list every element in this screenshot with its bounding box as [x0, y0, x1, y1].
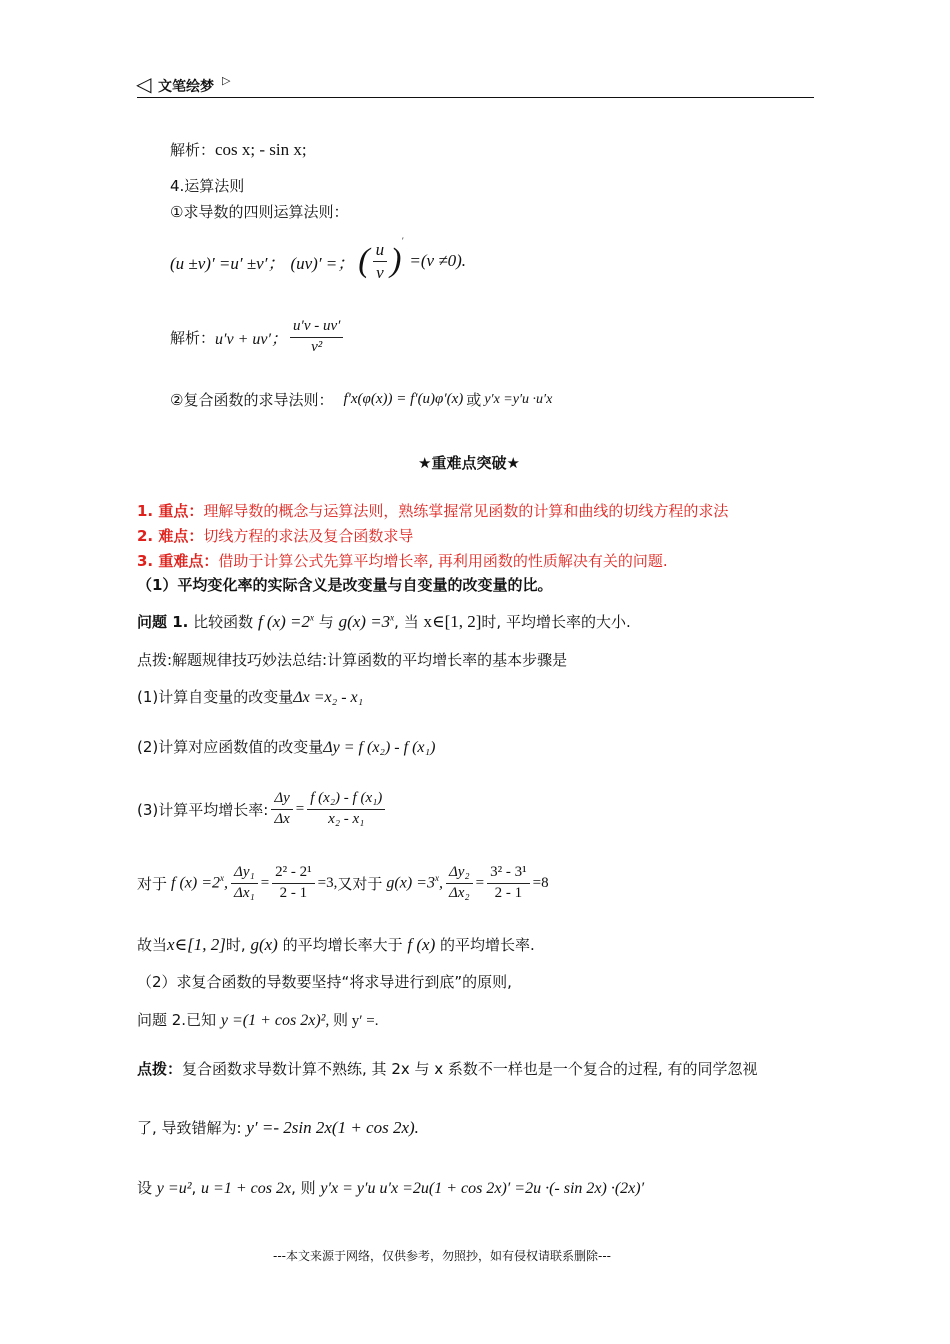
section4-formula-line: (u ±v)′ =u′ ±v′； (uv)′ =； ( $\frac{u}{v}$ ) ′ =(v ≠0). [170, 236, 467, 282]
section4-rule2-formula: f′x(φ(x)) = f′(u)φ′(x) [343, 391, 464, 407]
formula-sum-rule: (u ±v)′ =u′ ±v′； [170, 253, 285, 273]
section4-analysis-a: u′v + uv′； [215, 330, 288, 348]
problem2-hint-text: 复合函数求导数计算不熟练, 其 2x 与 x 系数不一样也是一个复合的过程, 有的同学忽视 [182, 1060, 758, 1078]
problem1-interval: x∈[1, 2] [423, 612, 482, 631]
calc-g: g(x) =3 [386, 874, 435, 892]
section4-analysis-label: 解析： [170, 328, 216, 347]
problem1-step1-text: (1)计算自变量的改变量 [137, 688, 294, 706]
section4-rule2 [170, 389, 552, 410]
key-point-2-label: 2. 难点： [137, 527, 204, 545]
calc-frac2-num: 2² - 2¹ [272, 865, 315, 884]
problem1-step2 [137, 736, 435, 757]
key-point-2 [137, 525, 413, 546]
key-point-1-label: 1. 重点： [137, 502, 204, 520]
section4-rule2-label: ②复合函数的求导法则： [170, 391, 334, 409]
key-points-heading: ★重难点突破★ [418, 454, 520, 472]
calc-res1: =3, [317, 874, 338, 891]
sub-heading-1: （1）平均变化率的实际含义是改变量与自变量的改变量的比。 [137, 576, 553, 594]
conclusion-b: 时, [225, 936, 246, 954]
problem1-hint: 点拨:解题规律技巧妙法总结:计算函数的平均增长率的基本步骤是 [137, 651, 568, 669]
calc-frac4 [487, 865, 530, 902]
problem2-set-formula: y′x = y′u u′x =2u(1 + cos 2x)′ =2u ·(- sin 2x) ·(2x)′ [320, 1180, 645, 1197]
problem2-hint-text2: 了, 导致错解为: [137, 1119, 242, 1137]
problem2-set-u: u =1 + cos 2x [201, 1180, 292, 1197]
calc-frac2-den: 2 - 1 [279, 884, 308, 901]
problem1-step1-math: Δx =x₂ - x₁ [293, 689, 364, 706]
step3-frac1-num: Δy [271, 791, 292, 810]
problem2-hint [137, 1058, 757, 1079]
problem1-step2-text: (2)计算对应函数值的改变量 [137, 738, 324, 756]
step3-frac1-den: Δx [274, 810, 290, 827]
key-point-3 [137, 550, 668, 571]
analysis1-label: 解析： [170, 141, 216, 159]
section4-rule2-formula2: y′x =y′u ·u′x [484, 391, 553, 407]
problem1-text-c: , 当 [394, 613, 419, 631]
key-point-1-text: 理解导数的概念与运算法则，熟练掌握常见函数的计算和曲线的切线方程的求法 [203, 502, 729, 520]
problem2-tail: , 则 y′ =. [325, 1013, 379, 1029]
problem1-step2-math: Δy = f (x₂) - f (x₁) [323, 739, 436, 756]
section4-analysis-fraction [290, 319, 343, 356]
calc-frac4-den: 2 - 1 [494, 884, 523, 901]
conclusion-g: g(x) [250, 935, 278, 954]
conclusion-c: 的平均增长率大于 [282, 936, 403, 954]
calc-frac1 [231, 865, 258, 902]
problem1-f: f (x) =2 [257, 612, 310, 631]
problem2-statement [137, 1009, 378, 1030]
problem1-step3-text: (3)计算平均增长率: [137, 800, 269, 819]
key-point-1 [137, 500, 728, 521]
section4-rule1-label: ①求导数的四则运算法则： [170, 203, 349, 221]
calc-prefix: 对于 [137, 874, 168, 893]
section4-rule2-or: 或 [466, 391, 482, 409]
step3-frac2-den: x₂ - x₁ [328, 810, 365, 827]
formula-quotient-tail: =(v ≠0). [409, 251, 467, 270]
calc-frac3-den: Δx₂ [448, 884, 470, 901]
formula-quotient-num: u [373, 241, 388, 262]
sub-heading-2: （2）求复合函数的导数要坚持“将求导进行到底”的原则, [137, 973, 512, 991]
problem1-text-b: 与 [318, 613, 334, 631]
problem1-step3: (3)计算平均增长率: $\frac{\Delta y}{\Delta x}$ = $\frac{\text{f (x₂) - f (x₁)}}{\text{x₂ - x₁}}$ [137, 784, 388, 834]
conclusion-a: 故当 [137, 936, 168, 954]
problem2-label: 问题 2.已知 [137, 1011, 217, 1029]
step3-frac2-num: f (x₂) - f (x₁) [307, 791, 385, 810]
analysis1 [170, 139, 307, 160]
problem1-statement: 问题 1. 比较函数 f $(x) =2^x$ 与 $g(x) =3^x$, 当 x∈[1, 2]时, 平均增长率的大小. [137, 612, 631, 631]
problem2-wrong-formula: y′ =- 2sin 2x(1 + cos 2x). [246, 1118, 419, 1137]
step3-frac2 [307, 791, 385, 828]
conclusion-d: 的平均增长率. [440, 936, 535, 954]
calc-frac3 [446, 865, 473, 902]
header-divider [137, 97, 814, 98]
formula-quotient-den: v [376, 262, 384, 282]
formula-product-rule: (uv)′ =； [290, 253, 355, 273]
problem2-wrong [137, 1117, 419, 1138]
key-point-2-text: 切线方程的求法及复合函数求导 [203, 527, 414, 545]
problem2-set: 设 y =u², u =1 + cos 2x, 则 y′x = y′u u′x =2u(1 + cos 2x)′ =2u ·(- sin 2x) ·(2x)′ [137, 1179, 645, 1197]
problem1-g: g(x) =3 [338, 612, 391, 631]
key-point-3-label: 3. 重难点： [137, 552, 219, 570]
calc-frac1-num: Δy₁ [231, 865, 258, 884]
conclusion-interval: x∈[1, 2] [167, 935, 226, 954]
formula-paren-left: ( [358, 242, 370, 279]
header-right-arrow-icon: ▷ [222, 74, 231, 87]
formula-quotient-fraction [373, 241, 388, 282]
problem2-formula: y =(1 + cos 2x)² [220, 1012, 326, 1029]
problem2-set-b: , 则 [291, 1179, 316, 1197]
formula-paren-right: ) [390, 242, 402, 279]
calc-mid: 又对于 [337, 874, 383, 893]
conclusion-f: f (x) [407, 935, 436, 954]
problem1-text-d: 时, 平均增长率的大小. [481, 613, 631, 631]
section4-analysis [170, 314, 346, 360]
calc-frac1-den: Δx₁ [234, 884, 255, 901]
problem2-set-y: y =u² [156, 1180, 192, 1197]
header-brand: 文笔绘梦 [158, 79, 214, 95]
problem1-text-a: 比较函数 [193, 613, 254, 631]
problem1-step1 [137, 686, 363, 707]
analysis1-content: cos x; - sin x; [215, 140, 307, 159]
problem2-hint-label: 点拨： [137, 1060, 183, 1078]
section4-analysis-num: u′v - uv′ [290, 319, 343, 338]
problem1-calc: 对于 f $(x) =2^x$, $\frac{\text{Δy₁}}{\text{Δx₁}}$ = $\frac{\text{2² - 2¹}}{2 - 1}$ =3, 又对于 $g(x) =3^x$, $\frac{\text{Δy₂}}{\text{Δx₂}}$ = $\frac{\text{3² - 3¹}}{2 - 1}$ =8 [137, 863, 549, 901]
calc-frac3-num: Δy₂ [446, 865, 473, 884]
key-point-3-text: 借助于计算公式先算平均增长率, 再利用函数的性质解决有关的问题. [218, 552, 668, 570]
calc-res2: =8 [532, 874, 549, 891]
step3-frac1 [271, 791, 292, 828]
problem1-conclusion [137, 934, 535, 955]
problem2-set-a: 设 [137, 1179, 153, 1197]
footer-note: ---本文来源于网络，仅供参考，勿照抄，如有侵权请联系删除--- [273, 1249, 611, 1263]
header-left-arrow-icon: ◁ [136, 72, 152, 96]
calc-frac4-num: 3² - 3¹ [487, 865, 530, 884]
problem1-label: 问题 1. [137, 613, 189, 631]
calc-frac2 [272, 865, 315, 902]
section4-title: 4.运算法则 [170, 177, 245, 195]
calc-f: f (x) =2 [171, 874, 221, 892]
section4-analysis-den: v² [311, 338, 323, 355]
